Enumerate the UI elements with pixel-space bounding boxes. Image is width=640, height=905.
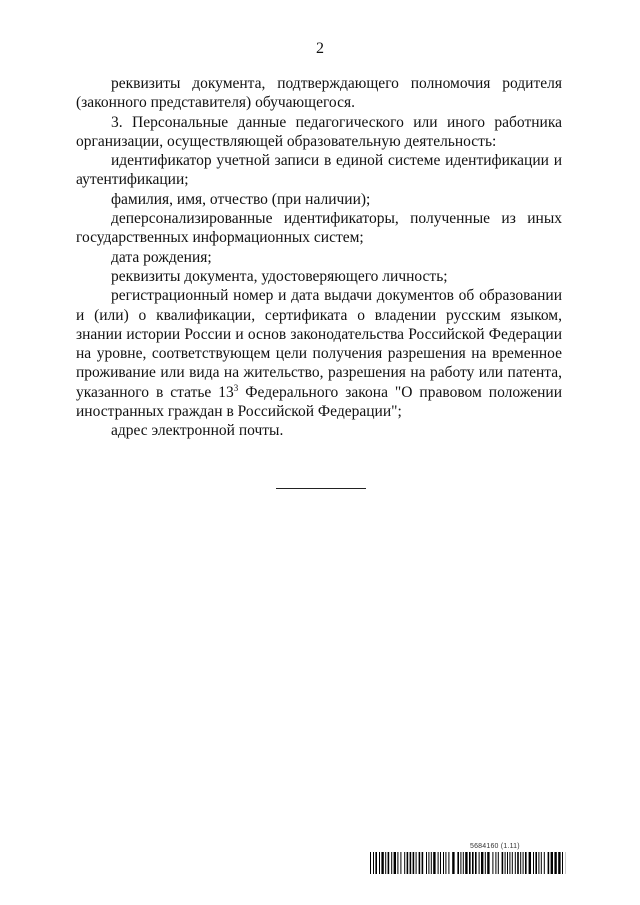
barcode-bar <box>472 852 474 874</box>
barcode-bar <box>404 852 405 874</box>
paragraph-parent-document: реквизиты документа, подтверждающего полномочия родителя (законного представителя) обучающегося. <box>76 75 562 112</box>
barcode-bar <box>502 852 504 874</box>
barcode-bar <box>463 852 464 874</box>
barcode-bar <box>538 852 539 874</box>
barcode-bar <box>460 852 461 874</box>
barcode-bar <box>413 852 415 874</box>
barcode-bar <box>407 852 409 874</box>
document-code: 5684160 (1.11) <box>470 843 520 850</box>
barcode-bar <box>562 852 563 874</box>
paragraph-birth-date: дата рождения; <box>111 248 212 266</box>
barcode-bar <box>525 852 527 874</box>
paragraph-education-documents <box>76 286 562 421</box>
barcode-bar <box>479 852 480 874</box>
article-superscript: 3 <box>233 382 239 393</box>
barcode-bar <box>445 852 446 874</box>
barcode-bar <box>541 852 542 874</box>
paragraph-email: адрес электронной почты. <box>111 422 284 440</box>
barcode-bar <box>485 852 486 874</box>
barcode-bar <box>370 852 371 874</box>
barcode-bar <box>391 852 392 874</box>
barcode-bar <box>523 852 524 874</box>
barcode-bar <box>507 852 508 874</box>
barcode-bar <box>551 852 553 874</box>
barcode-bar <box>385 852 386 874</box>
barcode-bar <box>440 852 441 874</box>
barcode-bar <box>373 852 374 874</box>
barcode-bar <box>465 852 467 874</box>
barcode-bar <box>416 852 417 874</box>
page-number: 2 <box>316 40 324 57</box>
barcode-bar <box>400 852 401 874</box>
barcode-bar <box>381 852 383 874</box>
barcode-bar <box>419 852 421 874</box>
barcode-bar <box>505 852 506 874</box>
paragraph-full-name: фамилия, имя, отчество (при наличии); <box>111 190 371 208</box>
barcode-bar <box>410 852 412 874</box>
barcode-bar <box>457 852 459 874</box>
barcode-bar <box>544 852 545 874</box>
barcode-bar <box>379 852 380 874</box>
barcode-bar <box>481 852 483 874</box>
barcode-bar <box>433 852 435 874</box>
barcode-bar <box>426 852 427 874</box>
barcode-bar <box>469 852 471 874</box>
barcode-bar <box>495 852 496 874</box>
barcode-bar <box>558 852 560 874</box>
barcode-bar <box>443 852 444 874</box>
barcode-bar <box>397 852 398 874</box>
paragraph-section-3-heading: 3. Персональные данные педагогического или иного работника организации, осуществляющей образовательную деятельность: <box>76 113 562 150</box>
barcode-bar <box>388 852 390 874</box>
barcode-bar <box>533 852 534 874</box>
barcode-bar <box>422 852 424 874</box>
barcode-bar <box>475 852 477 874</box>
barcode-bar <box>517 852 519 874</box>
barcode-bar <box>529 852 531 874</box>
document-body <box>76 74 562 441</box>
education-text-end: Федерального закона "О правовом положении иностранных граждан в Российской Федерации"; <box>76 383 562 421</box>
barcode-bar <box>512 852 513 874</box>
barcode-bar <box>452 852 454 874</box>
barcode-bar <box>520 852 521 874</box>
barcode-bar <box>448 852 449 874</box>
barcode-bar <box>394 852 396 874</box>
paragraph-depersonalized-ids: деперсонализированные идентификаторы, полученные из иных государственных информационных систем; <box>76 210 562 247</box>
barcode-bar <box>438 852 439 874</box>
paragraph-identity-document: реквизиты документа, удостоверяющего личность; <box>111 267 448 285</box>
barcode-bar <box>487 852 489 874</box>
barcode-image <box>370 852 566 874</box>
barcode-bar <box>492 852 493 874</box>
barcode-bar <box>515 852 516 874</box>
barcode-bar <box>498 852 499 874</box>
barcode-bar <box>509 852 510 874</box>
barcode-bar <box>375 852 377 874</box>
barcode-bar <box>431 852 432 874</box>
barcode-bar <box>535 852 537 874</box>
barcode-bar <box>548 852 550 874</box>
paragraph-account-identifier: идентификатор учетной записи в единой системе идентификации и аутентификации; <box>76 152 562 189</box>
end-of-text-rule <box>276 488 366 489</box>
barcode-bar <box>554 852 556 874</box>
barcode-bar <box>428 852 429 874</box>
education-text-start: регистрационный номер и дата выдачи документов об образовании и (или) о квалификации, сертификата о владении русским языком, знании истории России и основ законодательства Российской Федерации на уровне, соответствующем цели получения разрешения на временное проживание или вида на жительство, разрешения на работу или патента, указанного в статье 13 <box>76 287 562 401</box>
